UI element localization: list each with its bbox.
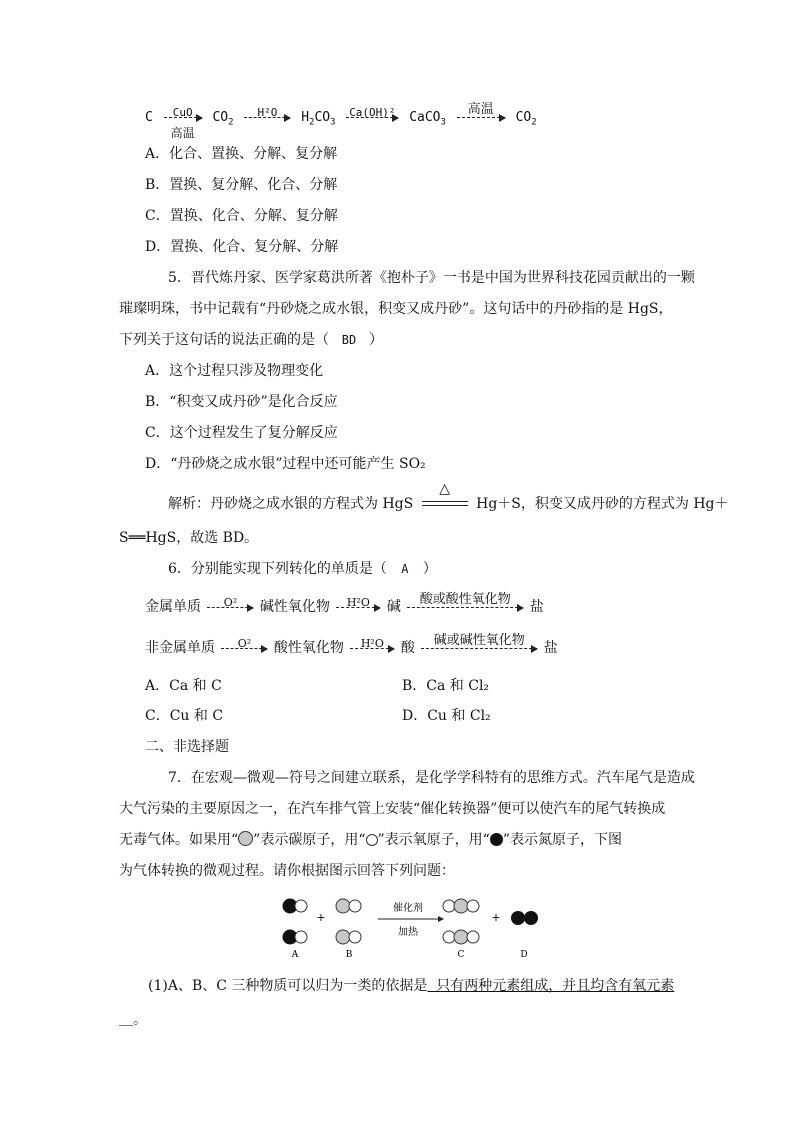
molecule-b-bottom: [336, 930, 361, 944]
arrow-line: [164, 117, 202, 118]
q6-stem: [168, 559, 437, 579]
q5-option-d: D．“丹砂烧之成水银”过程中还可能产生 SO₂: [145, 456, 426, 472]
q5-option-a: A．这个过程只涉及物理变化: [145, 363, 324, 379]
heat-equals-sign: [422, 481, 468, 509]
q7-line3-d: ”表示氮原子，下图: [502, 832, 622, 848]
molecule-c-top: [443, 899, 479, 913]
row1-arrow-1-label: O²: [223, 595, 238, 609]
row1-arrow-2-label: H²O: [346, 595, 370, 609]
molecule-a-bottom: [283, 930, 307, 944]
arrow-line: [350, 648, 394, 649]
row1-c: 碱: [386, 599, 401, 615]
q7-sub1-stem: (1)A、B、C 三种物质可以归为一类的依据是: [148, 978, 428, 994]
chain-arrow-1-top: CuO: [172, 106, 193, 119]
arrow-line: [457, 117, 505, 118]
row1-a: 金属单质: [145, 599, 201, 615]
q7-sub1-line-2: ＿。: [119, 1012, 147, 1028]
row2-arrow-2: [350, 636, 394, 650]
molecule-a-top: [283, 899, 307, 913]
row2-arrow-3-label: 碱或碱性氧化物: [433, 632, 525, 648]
row2-b: 酸性氧化物: [273, 640, 344, 656]
row1-b: 碱性氧化物: [259, 599, 330, 615]
plus-sign-2: +: [491, 911, 501, 924]
chain-s1: $CO_2$: [212, 110, 234, 128]
row1-d: 盐: [529, 599, 544, 615]
q7-line-2: 大气污染的主要原因之一，在汽车排气管上安装“催化转换器”便可以使汽车的尾气转换成: [119, 801, 666, 817]
row2-c: 酸: [400, 640, 415, 656]
q6-answer: A: [401, 562, 409, 576]
q4-option-c: C．置换、化合、分解、复分解: [145, 208, 338, 224]
chain-arrow-1-bottom: 高温: [170, 126, 195, 140]
q7-line3-a: 无毒气体。如果用“: [119, 832, 239, 848]
nitrogen-atom-icon: [490, 833, 503, 846]
chain-arrow-2-top: H²O: [257, 106, 278, 119]
q6-row-2: [145, 632, 558, 658]
q4-option-a: A．化合、置换、分解、复分解: [145, 146, 338, 162]
q5-option-c: C．这个过程发生了复分解反应: [145, 425, 338, 441]
row1-arrow-3: [407, 591, 523, 608]
section-heading: 二、非选择题: [145, 739, 229, 755]
arrow-line: [407, 607, 523, 608]
oxygen-atom-icon: [366, 834, 378, 846]
plus-sign-1: +: [316, 911, 326, 924]
row2-a: 非金属单质: [145, 640, 215, 656]
q6-option-d: D．Cu 和 Cl₂: [402, 708, 491, 724]
q7-sub1-line-1: [148, 976, 674, 996]
q7-line3-b: ”表示碳原子，用“: [253, 832, 366, 848]
diagram-arrowhead: [438, 916, 444, 922]
arrow-line: [421, 648, 537, 649]
label-c: C: [457, 950, 465, 960]
chain-start: C: [145, 110, 153, 125]
heat-label: 加热: [398, 927, 418, 938]
q7-line-1: 7．在宏观—微观—符号之间建立联系，是化学学科特有的思维方式。汽车尾气是造成: [168, 770, 695, 786]
arrow-line: [244, 117, 290, 118]
row1-arrow-3-label: 酸或酸性氧化物: [419, 591, 511, 607]
q7-line-4: 为气体转换的微观过程。请你根据图示回答下列问题：: [119, 863, 455, 879]
row2-arrow-1-label: O²: [237, 636, 252, 650]
q5-stem: 下列关于这句话的说法正确的是（: [119, 332, 329, 348]
q6-option-c: C．Cu 和 C: [145, 708, 224, 724]
carbon-atom-icon: [238, 831, 253, 846]
q5-line-1: 5．晋代炼丹家、医学家葛洪所著《抱朴子》一书是中国为世界科技花园贡献出的一颗: [168, 270, 695, 286]
label-d: D: [520, 950, 528, 960]
arrow-line: [336, 607, 380, 608]
row1-arrow-1: [207, 595, 253, 609]
q5-analysis-pre: 解析：丹砂烧之成水银的方程式为 HgS: [168, 496, 414, 512]
q4-option-b: B．置换、复分解、化合、分解: [145, 177, 338, 193]
row2-d: 盐: [543, 640, 558, 656]
molecule-c-bottom: [443, 930, 479, 944]
molecule-d: [511, 911, 538, 925]
chain-arrow-4: [457, 102, 505, 118]
q5-analysis-line-2: S══HgS，故选 BD。: [119, 530, 259, 546]
q6-stem-text: 6．分别能实现下列转化的单质是（: [168, 561, 387, 577]
row2-arrow-2-label: H²O: [360, 636, 384, 650]
row2-arrow-3: [421, 632, 537, 649]
catalyst-label: 催化剂: [393, 903, 423, 914]
q5-line-2: 璀璨明珠，书中记载有“丹砂烧之成水银，积变又成丹砂”。这句话中的丹砂指的是 HgS，: [119, 301, 673, 317]
q7-sub1-answer: 只有两种元素组成，并且均含有氧元素: [427, 978, 675, 994]
q6-paren: ）: [422, 561, 437, 577]
q5-analysis-post: Hg＋S，积变又成丹砂的方程式为 Hg＋: [476, 496, 729, 512]
q6-option-b: B．Ca 和 Cl₂: [402, 678, 490, 694]
chain-arrow-4-top: 高温: [467, 102, 494, 117]
q6-row-1: [145, 591, 544, 617]
equals-bottom: [422, 505, 468, 506]
q4-option-d: D．置换、化合、复分解、分解: [145, 239, 339, 255]
q6-option-a: A．Ca 和 C: [145, 678, 222, 694]
q7-line-3: [119, 830, 622, 850]
chain-s4: $CO_2$: [515, 110, 537, 128]
q5-line-3: [119, 330, 383, 350]
equals-top: [422, 501, 468, 502]
row2-arrow-1: [221, 636, 267, 650]
arrow-line: [207, 607, 253, 608]
chain-arrow-3: [346, 106, 398, 119]
q5-option-b: B．“积变又成丹砂”是化合反应: [145, 394, 338, 410]
heat-triangle: △: [439, 481, 451, 497]
q7-line3-c: ”表示氧原子，用“: [377, 832, 490, 848]
q5-paren: ）: [369, 332, 383, 348]
chain-arrow-3-top: Ca(OH)²: [349, 106, 396, 119]
chain-line: [145, 102, 537, 140]
q5-answer: BD: [341, 333, 357, 347]
arrow-line: [221, 648, 267, 649]
molecule-b-top: [336, 899, 361, 913]
q5-analysis-line-1: [168, 481, 729, 514]
row1-arrow-2: [336, 595, 380, 609]
label-b: B: [345, 950, 353, 960]
chain-s3: CaCO$_3$: [409, 110, 446, 128]
arrow-line: [346, 117, 398, 118]
chain-arrow-2: [244, 106, 290, 119]
chain-arrow-1: [164, 106, 202, 140]
reaction-diagram: [0, 893, 794, 963]
label-a: A: [291, 950, 299, 960]
chain-s2: $H_2CO_3$: [301, 110, 336, 128]
